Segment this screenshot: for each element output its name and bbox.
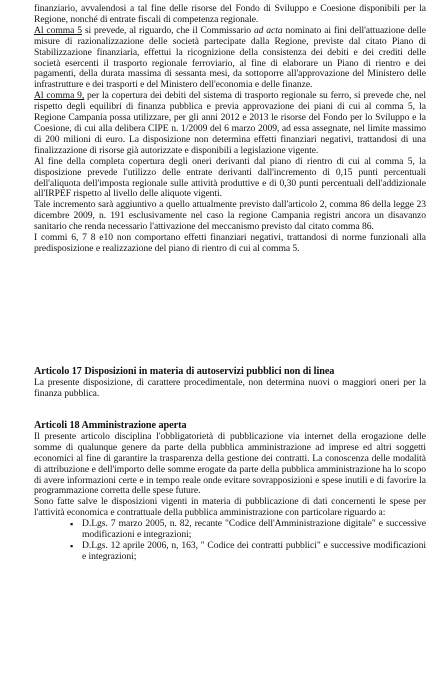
article-18-paragraph: Sono fatte salve le disposizioni vigenti in materia di pubblicazione di dati concernenti le spese per l'attività economica e contrattuale della pubblica amministrazione con particolare riguardo a: [34,496,426,519]
list-item: ▪ D.Lgs. 7 marzo 2005, n. 82, recante "Codice dell'Amministrazione digitale" e successive modificazioni e integrazioni; [82,519,426,541]
paragraph: I commi 6, 7 8 e10 non comportano effetti finanziari negativi, trattandosi di norme funzionali alla predisposizione e realizzazione del piano di rientro di cui al comma 5. [34,232,426,254]
paragraph: finanziario, avvalendosi a tal fine delle risorse del Fondo di Sviluppo e Coesione disponibili per la Regione, nonché di entrate fiscali di competenza regionale. [34,3,426,25]
comma-reference: Al comma 9, [34,90,85,102]
comma-reference: Al comma 5 [34,24,82,36]
article-18-section [34,421,426,563]
article-17-section [34,367,426,400]
article-17-heading: Articolo 17 Disposizioni in materia di autoservizi pubblici non di linea [34,366,335,377]
paragraph-comma-9: Al comma 9, per la copertura dei debiti del sistema di trasporto regionale su ferro, si prevede che, nel rispetto degli equilibri di finanza pubblica e previa approvazione dei piani di cui al comma 5, la Regione Campania possa utilizzare, per gli anni 2012 e 2013 le risorse del Fondo per lo Sviluppo e la Coesione, di cui alla delibera CIPE n. 1/2009 del 6 marzo 2009, ad essa assegnate, nel limite massimo di 200 milioni di euro. La disposizione non determina effetti finanziari negativi, trattandosi di una finalizzazione di risorse già autorizzate e disponibili a legislazione vigente. [34,90,427,156]
paragraph-comma-5: Al comma 5 si prevede, al riguardo, che il Commissario ad acta nominato ai fini dell'attuazione delle misure di razionalizzazione delle società partecipate dalla Regione, previste dal citato Piano di Stabilizzazione finanziaria, effettui la ricognizione della consistenza dei debiti e dei crediti delle società esercenti il trasporto regionale ferroviario, al fine di elaborare un Piano di rientro e dei pagamenti, della durata massima di sessanta mesi, da sottoporre all'approvazione del Ministero delle infrastrutture e dei trasporti e del Ministero dell'economia e delle finanze. [34,24,426,91]
text-block-top [34,4,426,255]
article-18-heading: Articoli 18 Amministrazione aperta [34,420,187,431]
article-18-paragraph: Il presente articolo disciplina l'obbligatorietà di pubblicazione via internet della erogazione delle somme di qualunque genere da parte della pubblica amministrazione ad imprese ed altri soggetti economici al fine di garantire la trasparenza della gestione dei contratti. La conoscenza delle modalità di attribuzione e dell'importo delle somme erogate da parte della pubblica amministrazione ha lo scopo di avere informazioni certe e in tempo reale onde evitare sovrapposizioni e spese inutili e di favorire la programmazione corretta delle spese future. [34,430,426,497]
list-item: ▪ D.Lgs. 12 aprile 2006, n, 163, " Codice dei contratti pubblici" e successive modificazioni e integrazioni; [82,541,426,563]
italic-term: ad acta [253,24,283,36]
paragraph: Al fine della completa copertura degli oneri derivanti dal piano di rientro di cui al comma 5, la disposizione prevede l'utilizzo delle entrate derivanti dall'incremento di 0,15 punti percentuali dell'aliquota dell'imposta regionale sulle attività produttive e di 0,30 punti percentuali dell'addizionale all'IRPEF rispetto al livello delle aliquote vigenti. [34,155,426,200]
article-17-text: La presente disposizione, di carattere procedimentale, non determina nuovi o maggiori oneri per la finanza pubblica. [34,376,426,399]
reference-list [34,519,426,563]
paragraph: Tale incremento sarà aggiuntivo a quello attualmente previsto dall'articolo 2, comma 86 della legge 23 dicembre 2009, n. 191 esclusivamente nel caso la regione Campania registri ancora un disavanzo sanitario che renda necessario l'attivazione del meccanismo previsto dal citato comma 86. [34,199,426,233]
